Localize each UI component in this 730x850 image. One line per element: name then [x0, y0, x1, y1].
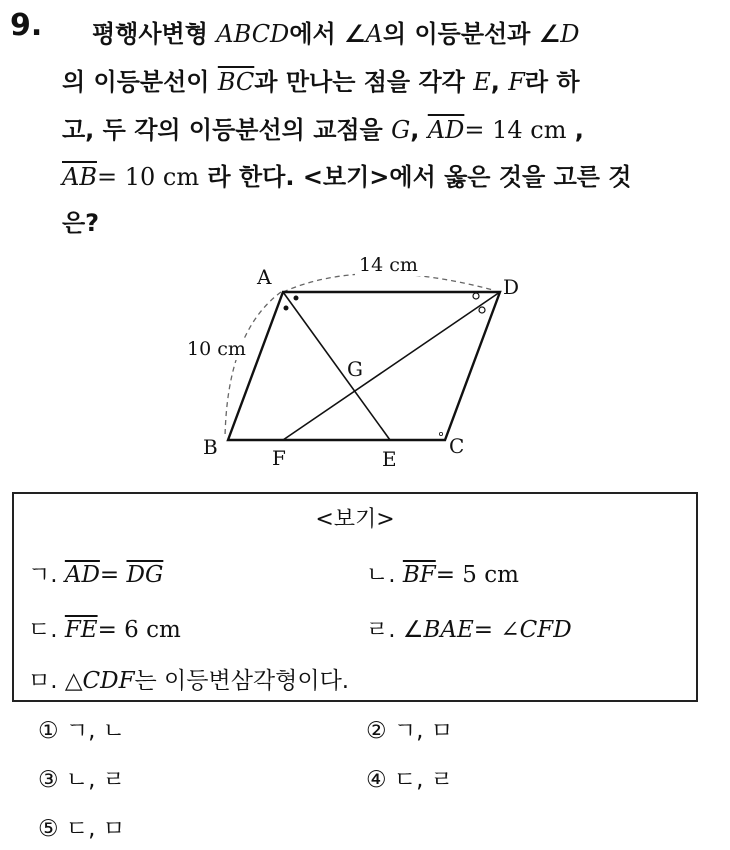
- segment-symbol: $\overline{AB}$: [62, 163, 97, 191]
- text-segment: 라 하: [524, 68, 580, 96]
- choice-4[interactable]: ④ ㄷ, ㄹ: [366, 767, 453, 793]
- question-line-4: [62, 157, 712, 192]
- text-segment: ㄷ.: [28, 617, 65, 643]
- label-g: G: [347, 357, 363, 381]
- choice-2[interactable]: ② ㄱ, ㅁ: [366, 718, 453, 744]
- text-segment: ,: [566, 116, 584, 144]
- text-segment: ㄱ.: [28, 562, 65, 588]
- parallelogram-figure: [175, 250, 555, 480]
- question-line-3: [62, 110, 712, 145]
- angle-mark-c: [439, 432, 442, 435]
- text-segment: ,: [410, 116, 428, 144]
- angle-mark-d2: [479, 307, 485, 313]
- bogi-item-5: [28, 662, 349, 695]
- bogi-box: [12, 492, 698, 702]
- angle-mark-a2: [284, 306, 289, 311]
- label-left-length: 10 cm: [187, 338, 246, 360]
- math-symbol: D: [560, 20, 580, 48]
- bisector-ae: [283, 292, 390, 440]
- label-b: B: [203, 435, 218, 459]
- angle-mark-d1: [473, 293, 479, 299]
- text-segment: ㄹ. ∠: [366, 617, 424, 643]
- math-symbol: A: [365, 20, 383, 48]
- label-e: E: [382, 447, 397, 471]
- text-segment: 에서 ∠: [289, 20, 366, 48]
- text-segment: 은?: [62, 209, 100, 237]
- choice-3[interactable]: ③ ㄴ, ㄹ: [38, 767, 125, 793]
- choice-5[interactable]: ⑤ ㄷ, ㅁ: [38, 816, 125, 842]
- label-c: C: [449, 434, 465, 458]
- math-symbol: E: [473, 68, 491, 96]
- question-line-1: [92, 14, 730, 49]
- top-side-arc: [283, 273, 493, 292]
- math-value: =: [99, 562, 127, 588]
- text-segment: 고, 두 각의 이등분선의 교점을: [62, 116, 392, 144]
- segment-symbol: $\overline{BF}$: [402, 562, 436, 588]
- bogi-item-2: [366, 556, 519, 589]
- angle-mark-a1: [294, 296, 299, 301]
- segment-symbol: $\overline{DG}$: [126, 562, 164, 588]
- label-a: A: [257, 265, 272, 289]
- bogi-title: <보기>: [315, 507, 395, 532]
- segment-symbol: $\overline{AD}$: [427, 116, 465, 144]
- math-symbol: CFD: [519, 617, 572, 643]
- left-side-arc: [225, 292, 281, 438]
- text-segment: ,: [490, 68, 509, 96]
- label-top-length: 14 cm: [359, 254, 418, 276]
- label-d: D: [503, 275, 520, 299]
- text-segment: 의 이등분선이: [62, 68, 218, 96]
- parallelogram-abcd: [228, 292, 500, 440]
- text-segment: ㄴ.: [366, 562, 403, 588]
- math-value: = 6 cm: [97, 617, 181, 643]
- text-segment: ㅁ. △: [28, 668, 83, 694]
- bogi-item-4: [366, 611, 572, 644]
- question-line-5: [62, 203, 712, 238]
- math-symbol: F: [508, 68, 525, 96]
- math-value: = 14 cm: [464, 116, 567, 144]
- math-value: = ∠: [473, 617, 520, 643]
- math-symbol: ABCD: [216, 20, 290, 48]
- bogi-item-3: [28, 611, 181, 644]
- math-symbol: G: [391, 116, 411, 144]
- choice-1[interactable]: ① ㄱ, ㄴ: [38, 718, 125, 744]
- text-segment: 평행사변형: [92, 20, 217, 48]
- question-number: 9.: [10, 8, 43, 43]
- bisector-df: [283, 292, 500, 440]
- math-symbol: CDF: [82, 668, 135, 694]
- text-segment: 라 한다. <보기>에서 옳은 것을 고른 것: [199, 163, 632, 191]
- question-line-2: [62, 62, 712, 97]
- bogi-item-1: [28, 556, 163, 589]
- segment-symbol: $\overline{BC}$: [217, 68, 255, 96]
- segment-symbol: $\overline{FE}$: [64, 617, 98, 643]
- text-segment: 의 이등분선과 ∠: [382, 20, 561, 48]
- math-value: = 10 cm: [96, 163, 200, 191]
- segment-symbol: $\overline{AD}$: [64, 562, 100, 588]
- text-segment: 과 만나는 점을 각각: [254, 68, 474, 96]
- text-segment: 는 이등변삼각형이다.: [134, 668, 350, 694]
- math-value: = 5 cm: [435, 562, 519, 588]
- math-symbol: BAE: [423, 617, 474, 643]
- label-f: F: [272, 446, 286, 470]
